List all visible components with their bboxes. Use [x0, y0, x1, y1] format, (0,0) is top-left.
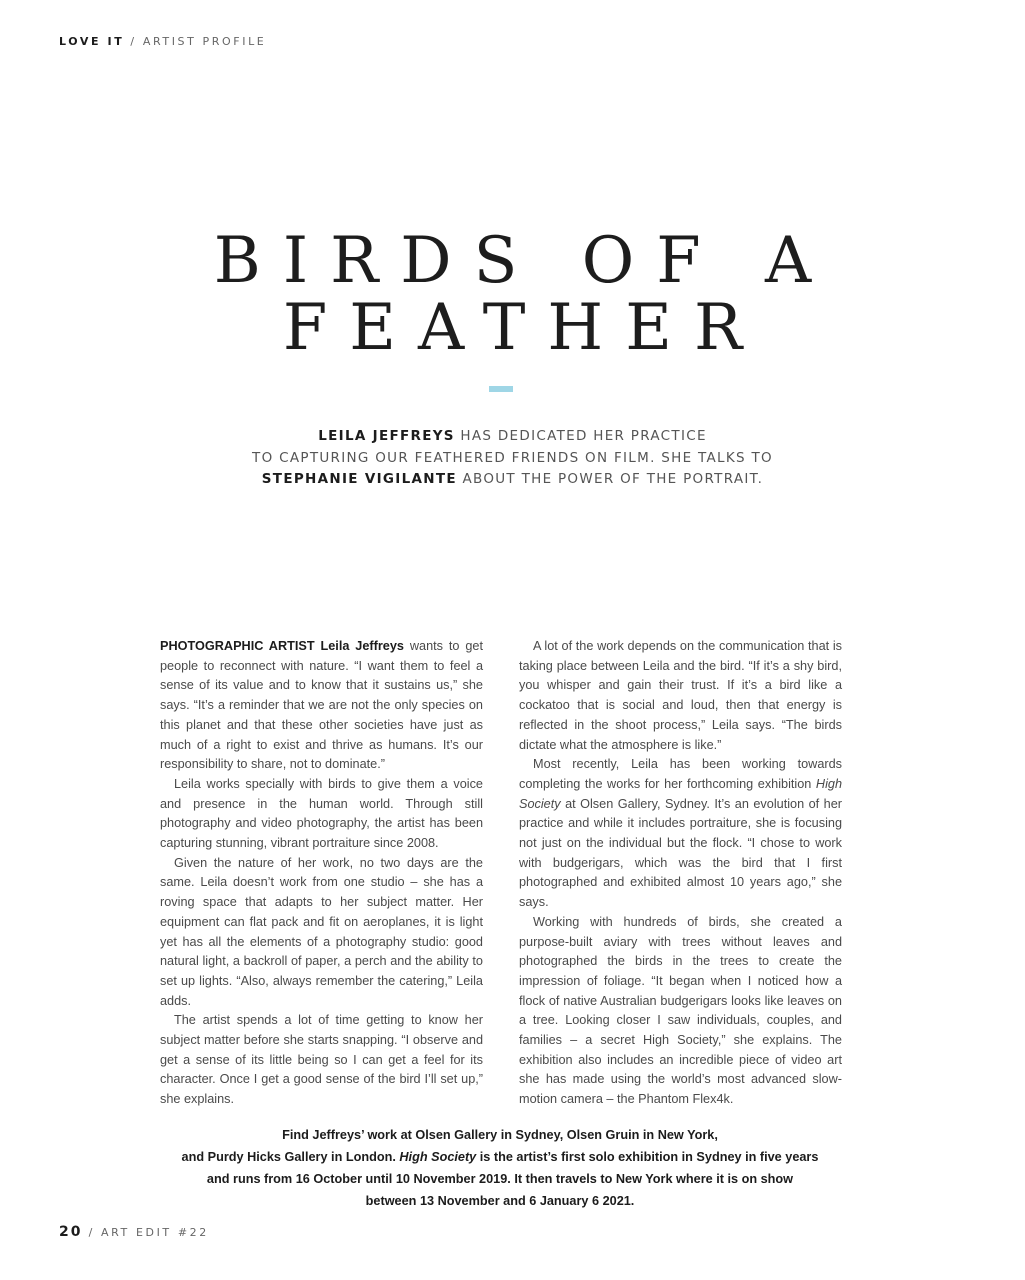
info-line-2: and Purdy Hicks Gallery in London. High Society is the artist’s first solo exhibition in Sydney in five years [181, 1150, 819, 1164]
exhibition-title: High Society [399, 1150, 477, 1164]
lead-in: PHOTOGRAPHIC ARTIST Leila Jeffreys [160, 639, 404, 653]
title-line-2: FEATHER [282, 291, 765, 365]
paragraph-6: Most recently, Leila has been working towards completing the works for her forthcoming exhibition High Society at Olsen Gallery, Sydney. It’s an evolution of her practice and while it includes portraiture, she is focusing not just on the individual but the flock. “I chose to work with budgerigars, which was the bird that I first photographed and exhibited almost 10 years ago,” she says. [519, 757, 842, 910]
article-title [0, 224, 1025, 365]
folio [59, 1224, 209, 1240]
body-column-right [519, 637, 842, 1110]
artist-name: LEILA JEFFREYS [318, 428, 455, 444]
info-line-4: between 13 November and 6 January 6 2021. [365, 1194, 635, 1208]
standfirst-line-1: LEILA JEFFREYS HAS DEDICATED HER PRACTICE [318, 428, 707, 444]
paragraph-7: Working with hundreds of birds, she created a purpose-built aviary with trees without leaves and photographed the birds in the trees to create the impression of foliage. “It began when I noticed how a flock of native Australian budgerigars looks like leaves on a tree. Looking closer I saw individuals, couples, and families – a secret High Society,” she explains. The exhibition also includes an incredible piece of video art she has made using the world’s most advanced slow-motion camera – the Phantom Flex4k. [519, 914, 842, 1107]
paragraph-4: The artist spends a lot of time getting to know her subject matter before she starts snapping. “I observe and get a sense of its little being so I can get a feel for its character. Once I get a good sense of the bird I’ll set up,” she explains. [160, 1013, 483, 1107]
subsection-label: ARTIST PROFILE [142, 35, 267, 48]
standfirst-line-2: TO CAPTURING OUR FEATHERED FRIENDS ON FILM. SHE TALKS TO [252, 449, 773, 466]
exhibition-title: High Society [519, 776, 842, 811]
header-separator: / [124, 35, 143, 48]
page-number: 20 [59, 1224, 83, 1240]
publication-name: ART EDIT #22 [100, 1226, 209, 1239]
paragraph-1: PHOTOGRAPHIC ARTIST Leila Jeffreys wants to get people to reconnect with nature. “I want them to feel a sense of its value and to know that it sustains us,” she says. “It’s a reminder that we are not the only species on this planet and that these other societies have just as much of a right to exist and thrive as humans. It’s our responsibility to share, not to dominate.” [160, 639, 484, 772]
exhibition-info [150, 1124, 850, 1212]
section-label: LOVE IT [59, 35, 125, 48]
standfirst-line-3: STEPHANIE VIGILANTE ABOUT THE POWER OF THE PORTRAIT. [261, 471, 764, 487]
accent-divider [489, 386, 513, 392]
paragraph-3: Given the nature of her work, no two days are the same. Leila doesn’t work from one studio – she has a roving space that adapts to her subject matter. Her equipment can flat pack and fit on aeroplanes, it is light yet has all the elements of a photography studio: good natural light, a backroll of paper, a perch and the ability to set up lights. “Also, always remember the catering,” Leila adds. [160, 855, 483, 1008]
title-line-1: BIRDS OF A [213, 224, 834, 298]
body-column-left [160, 637, 483, 1110]
standfirst [180, 426, 845, 491]
paragraph-2: Leila works specially with birds to give them a voice and presence in the human world. Through still photography and video photography, the artist has been capturing stunning, vibrant portraiture since 2008. [160, 776, 483, 851]
folio-separator: / [82, 1226, 101, 1239]
info-line-3: and runs from 16 October until 10 November 2019. It then travels to New York where it is on show [206, 1172, 794, 1186]
paragraph-5: A lot of the work depends on the communication that is taking place between Leila and the bird. “If it’s a shy bird, you whisper and gain their trust. If it’s a bird like a cockatoo that is social and loud, then that energy is reflected in the shoot process,” Leila says. “The birds dictate what the atmosphere is like.” [519, 639, 842, 752]
running-header [59, 35, 266, 48]
info-line-1: Find Jeffreys’ work at Olsen Gallery in Sydney, Olsen Gruin in New York, [282, 1128, 718, 1142]
author-name: STEPHANIE VIGILANTE [261, 471, 457, 487]
